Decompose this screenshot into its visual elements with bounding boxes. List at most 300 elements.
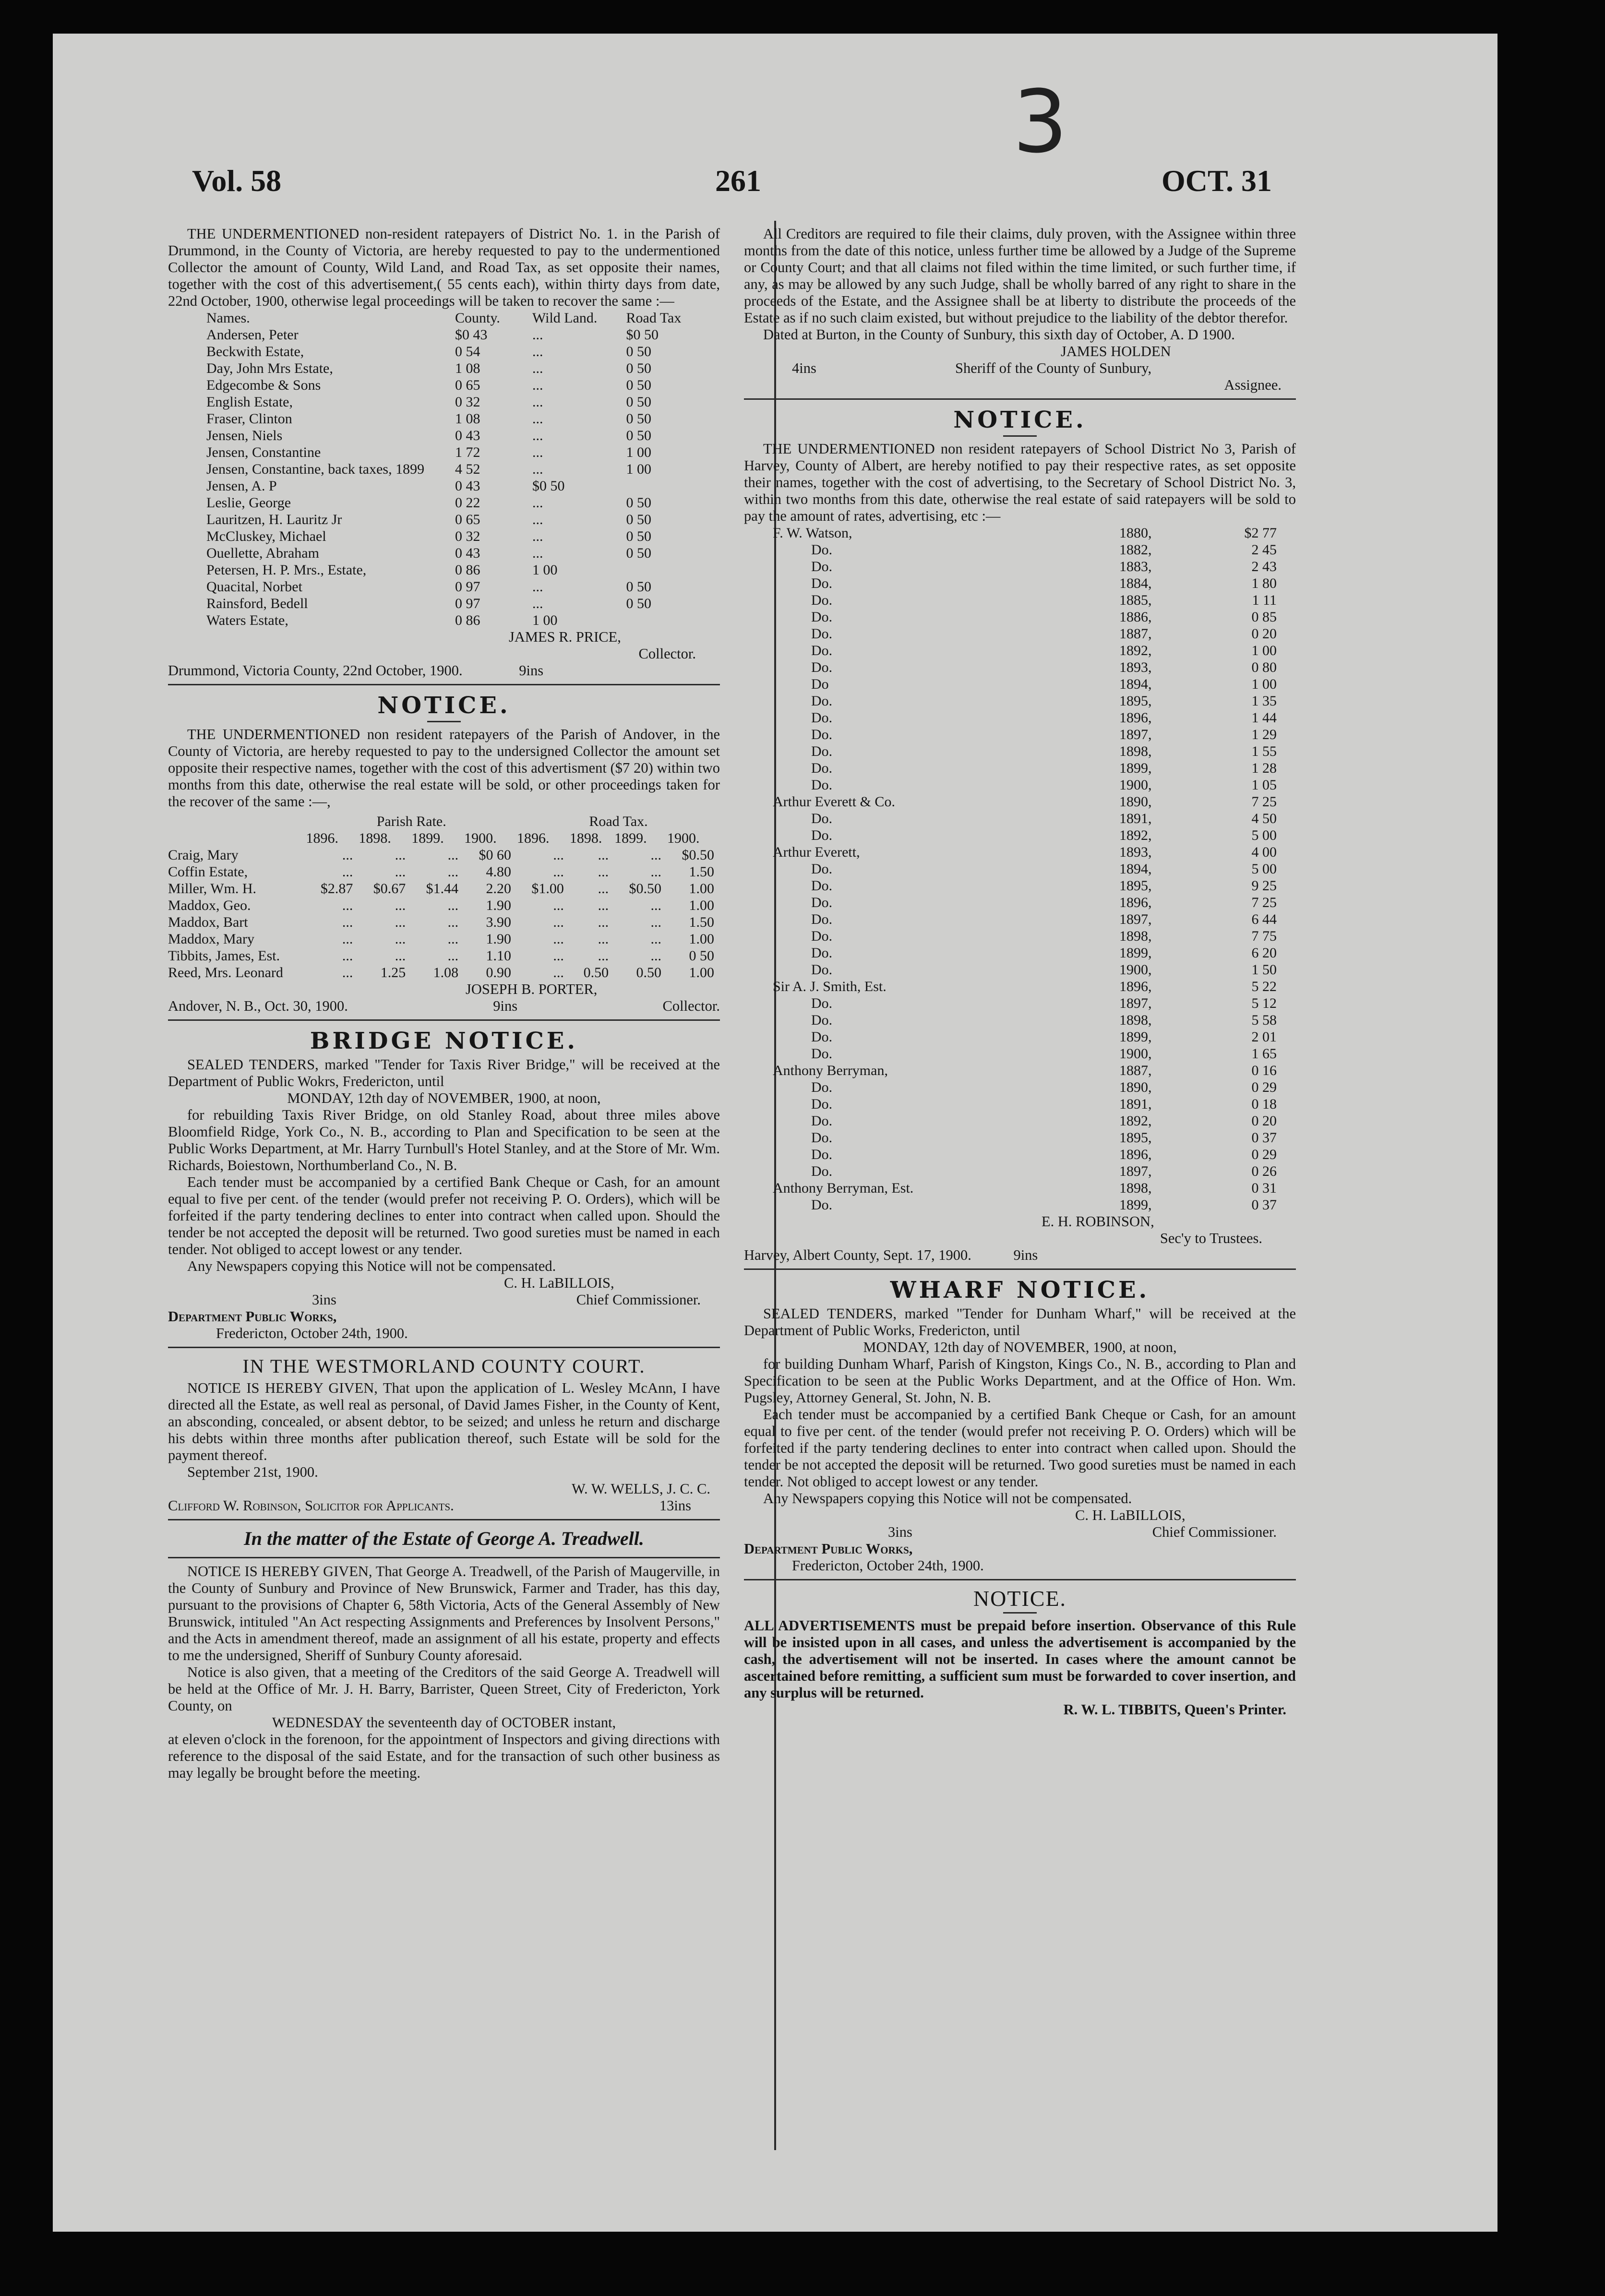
wild-land-tax: 1 00: [532, 562, 558, 578]
rate-value: 0.90: [486, 965, 511, 981]
heading-rule: [1003, 435, 1037, 437]
ratepayer-name: Maddox, Mary: [168, 931, 254, 947]
rate-amount: 7 25: [1251, 895, 1277, 910]
ratepayer-name: Jensen, Niels: [206, 428, 283, 443]
table-row: [168, 562, 720, 578]
andover-signer: JOSEPH B. PORTER,: [466, 981, 598, 997]
wild-land-tax: ...: [532, 394, 543, 410]
rate-year: 1898,: [1119, 928, 1152, 944]
divider: [168, 684, 720, 685]
treadwell-signer-title: Sheriff of the County of Sunbury,: [955, 360, 1152, 376]
rate-value: ...: [553, 897, 564, 913]
table-row: [744, 525, 1296, 541]
divider: [168, 1557, 720, 1558]
rate-value: $0 60: [479, 847, 511, 863]
rate-year: 1896,: [1119, 895, 1152, 910]
rate-year: 1900,: [1119, 777, 1152, 793]
rate-value: ...: [650, 914, 662, 930]
ratepayer-name: Leslie, George: [206, 495, 291, 511]
rate-amount: 6 44: [1251, 911, 1277, 927]
rate-year: 1892,: [1119, 643, 1152, 658]
rate-year: 1892,: [1119, 1113, 1152, 1129]
wild-land-tax: ...: [532, 344, 543, 359]
table-row: [744, 1045, 1296, 1062]
wild-land-tax: ...: [532, 495, 543, 511]
treadwell-signer: JAMES HOLDEN: [1061, 343, 1171, 359]
wild-land-tax: 1 00: [532, 612, 558, 628]
rate-year: 1896,: [1119, 710, 1152, 726]
table-row: [168, 511, 720, 528]
treadwell-date-line: WEDNESDAY the seventeenth day of OCTOBER instant,: [272, 1714, 616, 1731]
rate-value: ...: [447, 897, 459, 913]
rate-year: 1884,: [1119, 575, 1152, 591]
table-row: [744, 592, 1296, 609]
rate-year: 1894,: [1119, 676, 1152, 692]
wharf-signer-title: Chief Commissioner.: [1152, 1524, 1277, 1540]
rate-amount: 9 25: [1251, 878, 1277, 894]
treadwell-signer-line: [744, 360, 1296, 377]
rate-value: ...: [342, 847, 353, 863]
drummond-place: Drummond, Victoria County, 22nd October, 1900.: [168, 662, 463, 679]
rate-value: 1.25: [380, 965, 406, 981]
ratepayer-name: Ouellette, Abraham: [206, 545, 319, 561]
drummond-col-wildland: Wild Land.: [532, 310, 598, 326]
table-row: [744, 961, 1296, 978]
rate-year: 1895,: [1119, 693, 1152, 709]
left-column: [168, 226, 720, 1782]
ratepayer-name: Day, John Mrs Estate,: [206, 360, 333, 376]
westmorland-body: NOTICE IS HEREBY GIVEN, That upon the application of L. Wesley McAnn, I have directed all the Estate, as well real as personal, of David James Fisher, in the County of Kent, an absconding, concealed, or absent debtor, to be seized; and unless he return and discharge his debts within three months after publication thereof, such Estate will be sold for the payment thereof.: [168, 1380, 720, 1463]
ratepayer-name: Jensen, A. P: [206, 478, 277, 494]
year-header: 1900.: [464, 830, 497, 846]
county-tax: 0 86: [455, 612, 480, 628]
ratepayer-name: Arthur Everett,: [773, 844, 860, 860]
rate-value: 1.00: [689, 881, 714, 897]
table-row: [744, 709, 1296, 726]
divider: [168, 1347, 720, 1348]
rate-amount: 6 20: [1251, 945, 1277, 961]
drummond-place-date: [168, 662, 720, 679]
table-row: [168, 880, 720, 897]
road-tax: 0 50: [626, 512, 651, 527]
ratepayer-name: Waters Estate,: [206, 612, 288, 628]
rate-year: 1899,: [1119, 1197, 1152, 1213]
table-row: [168, 444, 720, 461]
drummond-rows: [168, 326, 720, 629]
rate-amount: 1 35: [1251, 693, 1277, 709]
rate-amount: 0 16: [1251, 1063, 1277, 1078]
table-row: [744, 1146, 1296, 1163]
bridge-signer-title: Chief Commissioner.: [576, 1292, 701, 1308]
treadwell-heading: In the matter of the Estate of George A. Treadwell.: [244, 1528, 644, 1549]
ratepayer-name: Do.: [811, 1046, 833, 1062]
rate-value: 0.50: [583, 965, 609, 981]
ratepayer-name: Miller, Wm. H.: [168, 881, 257, 897]
road-tax: 0 50: [626, 411, 651, 427]
rate-year: 1887,: [1119, 626, 1152, 642]
rate-amount: 1 05: [1251, 777, 1277, 793]
year-header: 1899.: [411, 830, 444, 846]
heading-rule: [1003, 1612, 1037, 1614]
ratepayer-name: Sir A. J. Smith, Est.: [773, 979, 886, 994]
table-row: [168, 897, 720, 914]
ratepayer-name: Do.: [811, 811, 833, 826]
rate-value: 0 50: [689, 948, 714, 964]
table-row: [744, 978, 1296, 995]
ratepayer-name: Do.: [811, 1029, 833, 1045]
county-tax: 1 08: [455, 360, 480, 376]
county-tax: 0 54: [455, 344, 480, 359]
right-column: [744, 226, 1296, 1718]
table-row: [744, 827, 1296, 844]
ratepayer-name: Do.: [811, 995, 833, 1011]
rate-amount: 0 20: [1251, 1113, 1277, 1129]
drummond-intro: THE UNDERMENTIONED non-resident ratepayers of District No. 1. in the Parish of Drummond, in the County of Victoria, are hereby requested to pay to the undermentioned Collector the amount of County, Wild Land, and Road Tax, as set opposite their names, together with the cost of this advertisement,( 55 cents each), within thirty days from date, 22nd October, 1900, otherwise legal proceedings will be taken to recover the same :—: [168, 226, 720, 309]
rate-amount: 0 80: [1251, 659, 1277, 675]
table-row: [744, 676, 1296, 693]
divider: [744, 1579, 1296, 1580]
rate-amount: 5 12: [1251, 995, 1277, 1011]
rate-year: 1883,: [1119, 559, 1152, 574]
divider: [168, 1019, 720, 1021]
rate-value: ...: [395, 914, 406, 930]
treadwell-insertions: 4ins: [792, 360, 816, 376]
treadwell-p5: Dated at Burton, in the County of Sunbury, this sixth day of October, A. D 1900.: [763, 326, 1235, 343]
ratepayer-name: Do.: [811, 727, 833, 742]
rate-year: 1890,: [1119, 794, 1152, 810]
bridge-dept: Department Public Works,: [168, 1308, 337, 1325]
wild-land-tax: ...: [532, 545, 543, 561]
treadwell-p3: at eleven o'clock in the forenoon, for the appointment of Inspectors and giving directions with reference to the disposal of the said Estate, and for the transaction of such other business as may legally be brought before the meeting.: [168, 1731, 720, 1781]
rate-amount: 1 00: [1251, 643, 1277, 658]
rate-amount: 1 55: [1251, 743, 1277, 759]
treadwell-p4: All Creditors are required to file their claims, duly proven, with the Assignee within three months from the date of this notice, unless further time be allowed by a Judge of the Supreme or County Court; and that all claims not filed within the time limited, or such further time, if any, as may be allowed by any such Judge, shall be wholly barred of any right to share in the proceeds of the Estate, and the Assignee shall be at liberty to distribute the proceeds of the Estate as if no such claim existed, but without prejudice to the liability of the debtor therefor.: [744, 226, 1296, 326]
rate-year: 1897,: [1119, 1163, 1152, 1179]
table-row: [744, 861, 1296, 877]
county-tax: 4 52: [455, 461, 480, 477]
table-row: [744, 911, 1296, 928]
ratepayer-name: Do.: [811, 945, 833, 961]
ratepayer-name: Do.: [811, 626, 833, 642]
rate-year: 1892,: [1119, 827, 1152, 843]
table-row: [168, 947, 720, 964]
harvey-place-date: [744, 1247, 1296, 1264]
county-tax: 1 08: [455, 411, 480, 427]
ratepayer-name: Do.: [811, 861, 833, 877]
table-row: [168, 595, 720, 612]
ratepayer-name: Do.: [811, 760, 833, 776]
table-row: [744, 995, 1296, 1012]
wild-land-tax: ...: [532, 461, 543, 477]
wild-land-tax: ...: [532, 596, 543, 611]
heading-rule: [427, 721, 461, 722]
page-number: 261: [715, 164, 761, 198]
ratepayer-name: English Estate,: [206, 394, 293, 410]
rate-value: ...: [342, 897, 353, 913]
table-row: [168, 343, 720, 360]
table-row: [744, 1079, 1296, 1096]
county-tax: 0 97: [455, 579, 480, 595]
table-row: [168, 478, 720, 494]
road-tax: $0 50: [626, 327, 659, 343]
rate-amount: 0 37: [1251, 1130, 1277, 1146]
year-header: 1900.: [667, 830, 700, 846]
ratepayer-name: Do.: [811, 1147, 833, 1162]
rate-value: 3.90: [486, 914, 511, 930]
rate-year: 1897,: [1119, 727, 1152, 742]
rate-value: $0.50: [629, 881, 662, 897]
table-row: [168, 545, 720, 562]
westmorland-insertions: 13ins: [659, 1497, 691, 1514]
rate-year: 1895,: [1119, 878, 1152, 894]
rate-value: ...: [598, 914, 609, 930]
table-row: [168, 377, 720, 394]
rate-year: 1885,: [1119, 592, 1152, 608]
road-tax: 0 50: [626, 360, 651, 376]
table-row: [168, 914, 720, 931]
ratepayer-name: Do.: [811, 962, 833, 978]
ratepayer-name: Do.: [811, 575, 833, 591]
rate-value: $0.50: [682, 847, 714, 863]
ratepayer-name: Do.: [811, 1096, 833, 1112]
ratepayer-name: Do.: [811, 643, 833, 658]
rate-amount: 0 37: [1251, 1197, 1277, 1213]
wharf-dept: Department Public Works,: [744, 1541, 913, 1557]
ratepayer-name: Quacital, Norbet: [206, 579, 302, 595]
andover-rows: [168, 847, 720, 981]
rate-value: $1.44: [426, 881, 459, 897]
table-row: [744, 625, 1296, 642]
bridge-insertions: 3ins: [312, 1292, 336, 1308]
harvey-heading: NOTICE.: [953, 407, 1087, 433]
ratepayer-name: Do.: [811, 1012, 833, 1028]
table-row: [744, 1096, 1296, 1112]
ratepayer-name: McCluskey, Michael: [206, 528, 326, 544]
table-row: [744, 1112, 1296, 1129]
table-row: [744, 659, 1296, 676]
table-row: [168, 578, 720, 595]
table-row: [168, 410, 720, 427]
rate-value: 1.10: [486, 948, 511, 964]
table-row: [744, 1012, 1296, 1028]
table-row: [168, 494, 720, 511]
rate-year: 1891,: [1119, 811, 1152, 826]
table-row: [744, 844, 1296, 861]
table-row: [744, 1129, 1296, 1146]
rate-year: 1891,: [1119, 1096, 1152, 1112]
ratepayer-name: Do: [811, 676, 829, 692]
bridge-p3: Each tender must be accompanied by a certified Bank Cheque or Cash, for an amount equal to five per cent. of the tender (would prefer not receiving P. O. Orders), which will be forfeited if the party tendering declines to enter into contract when called upon. Should the tender be not accepted the deposit will be returned. Two good sureties must be named in each tender. Not obliged to accept lowest or any tender.: [168, 1174, 720, 1257]
rate-amount: $2 77: [1244, 525, 1277, 541]
county-tax: 0 32: [455, 528, 480, 544]
divider: [168, 1519, 720, 1520]
rate-value: ...: [395, 931, 406, 947]
rate-value: ...: [342, 931, 353, 947]
issue-date: OCT. 31: [1162, 164, 1272, 198]
wild-land-tax: ...: [532, 428, 543, 443]
road-tax: 0 50: [626, 545, 651, 561]
county-tax: 0 43: [455, 478, 480, 494]
andover-signer-title: Collector.: [662, 998, 720, 1014]
rate-year: 1886,: [1119, 609, 1152, 625]
ratepayer-name: Arthur Everett & Co.: [773, 794, 895, 810]
andover-group-parish: Parish Rate.: [376, 813, 446, 829]
rate-amount: 5 22: [1251, 979, 1277, 994]
treadwell-continued: [744, 226, 1296, 394]
ratepayer-name: Do.: [811, 659, 833, 675]
table-row: [744, 642, 1296, 659]
treadwell-notice: [168, 1525, 720, 1782]
road-tax: 0 50: [626, 495, 651, 511]
rate-value: ...: [447, 948, 459, 964]
rate-value: 1.00: [689, 965, 714, 981]
wharf-date-line: MONDAY, 12th day of NOVEMBER, 1900, at noon,: [863, 1339, 1177, 1355]
wild-land-tax: ...: [532, 528, 543, 544]
road-tax: 0 50: [626, 344, 651, 359]
ratepayer-name: Do.: [811, 592, 833, 608]
rate-value: ...: [395, 897, 406, 913]
rate-value: 1.90: [486, 931, 511, 947]
rate-value: 0.50: [636, 965, 662, 981]
rate-year: 1897,: [1119, 911, 1152, 927]
wharf-p4: Any Newspapers copying this Notice will not be compensated.: [763, 1490, 1132, 1507]
divider: [744, 1268, 1296, 1270]
table-row: [744, 609, 1296, 625]
county-tax: 0 43: [455, 545, 480, 561]
rate-year: 1895,: [1119, 1130, 1152, 1146]
westmorland-date: September 21st, 1900.: [187, 1464, 318, 1480]
wharf-p3: Each tender must be accompanied by a certified Bank Cheque or Cash, for an amount equal to five per cent. of the tender (would prefer not receiving P. O. Orders) which will be forfeited if the party tendering declines to enter into contract when called upon. Should the tender be not accepted the deposit will be returned. Two good sureties must be named in each tender. Not obliged to accept lowest or any tender.: [744, 1406, 1296, 1490]
table-row: [744, 777, 1296, 793]
rate-value: ...: [598, 881, 609, 897]
ratepayer-name: Petersen, H. P. Mrs., Estate,: [206, 562, 367, 578]
table-row: [744, 793, 1296, 810]
table-row: [744, 1180, 1296, 1196]
rate-value: ...: [342, 965, 353, 981]
rate-amount: 2 01: [1251, 1029, 1277, 1045]
ratepayer-name: Do.: [811, 878, 833, 894]
rate-value: ...: [553, 914, 564, 930]
ratepayer-name: Do.: [811, 693, 833, 709]
rate-value: ...: [598, 948, 609, 964]
wharf-heading: WHARF NOTICE.: [890, 1277, 1150, 1303]
rate-value: ...: [395, 847, 406, 863]
rate-value: ...: [395, 948, 406, 964]
ratepayer-name: Anthony Berryman,: [773, 1063, 888, 1078]
rate-value: ...: [650, 948, 662, 964]
westmorland-heading: IN THE WESTMORLAND COUNTY COURT.: [242, 1355, 646, 1377]
ratepayer-name: Tibbits, James, Est.: [168, 948, 280, 964]
rate-value: ...: [447, 914, 459, 930]
treadwell-p2: Notice is also given, that a meeting of the Creditors of the said George A. Treadwell will be held at the Office of Mr. J. H. Barry, Barrister, Queen Street, City of Fredericton, York County, on: [168, 1664, 720, 1714]
ratepayer-name: Do.: [811, 1130, 833, 1146]
rate-value: ...: [553, 847, 564, 863]
table-row: [744, 928, 1296, 945]
table-row: [168, 931, 720, 947]
rate-value: ...: [447, 864, 459, 880]
ratepayer-name: Do.: [811, 1163, 833, 1179]
table-row: [744, 894, 1296, 911]
rate-year: 1896,: [1119, 979, 1152, 994]
rate-amount: 1 65: [1251, 1046, 1277, 1062]
table-row: [168, 326, 720, 343]
rate-amount: 4 00: [1251, 844, 1277, 860]
drummond-col-county: County.: [455, 310, 500, 326]
wild-land-tax: $0 50: [532, 478, 565, 494]
ratepayer-name: F. W. Watson,: [773, 525, 852, 541]
county-tax: 0 86: [455, 562, 480, 578]
rate-value: ...: [650, 847, 662, 863]
rate-amount: 0 29: [1251, 1147, 1277, 1162]
bridge-p1: SEALED TENDERS, marked "Tender for Taxis River Bridge," will be received at the Department of Public Wokrs, Fredericton, until: [168, 1056, 720, 1089]
rate-value: ...: [650, 931, 662, 947]
ratepayer-name: Craig, Mary: [168, 847, 239, 863]
county-tax: $0 43: [455, 327, 488, 343]
table-row: [168, 461, 720, 478]
rate-year: 1899,: [1119, 945, 1152, 961]
bridge-dept-date: Fredericton, October 24th, 1900.: [216, 1325, 408, 1341]
drummond-col-names: Names.: [206, 310, 250, 326]
rate-amount: 7 75: [1251, 928, 1277, 944]
rate-year: 1893,: [1119, 844, 1152, 860]
ratepayer-name: Do.: [811, 743, 833, 759]
ratepayer-name: Do.: [811, 1113, 833, 1129]
andover-intro: THE UNDERMENTIONED non resident ratepayers of the Parish of Andover, in the County of Victoria, are hereby requested to pay to the undersigned Collector the amount set opposite their respective names, together with the cost of this advertisment ($7 20) within two months from this date, otherwise the real estate will be sold, or other proceedings taken for the recover of the same :—,: [168, 726, 720, 810]
bridge-p4: Any Newspapers copying this Notice will not be compensated.: [187, 1258, 556, 1274]
table-row: [168, 612, 720, 629]
rate-year: 1898,: [1119, 1012, 1152, 1028]
wild-land-tax: ...: [532, 444, 543, 460]
table-row: [744, 1062, 1296, 1079]
table-row: [744, 541, 1296, 558]
andover-group-road: Road Tax.: [589, 813, 648, 829]
rate-value: ...: [650, 897, 662, 913]
table-row: [168, 964, 720, 981]
road-tax: 0 50: [626, 596, 651, 611]
road-tax: 0 50: [626, 428, 651, 443]
ratepayer-name: Do.: [811, 827, 833, 843]
rate-amount: 1 50: [1251, 962, 1277, 978]
wharf-signer: C. H. LaBILLOIS,: [1075, 1507, 1186, 1523]
rate-amount: 1 28: [1251, 760, 1277, 776]
county-tax: 0 43: [455, 428, 480, 443]
rate-value: $0.67: [373, 881, 406, 897]
andover-insertions: 9ins: [493, 998, 518, 1014]
drummond-col-roadtax: Road Tax: [626, 310, 682, 326]
rate-year: 1900,: [1119, 1046, 1152, 1062]
ratepayer-name: Do.: [811, 911, 833, 927]
final-signer: R. W. L. TIBBITS, Queen's Printer.: [1063, 1701, 1286, 1718]
ratepayer-name: Rainsford, Bedell: [206, 596, 308, 611]
wharf-signer-line: [744, 1524, 1296, 1541]
rate-value: 2.20: [486, 881, 511, 897]
table-row: [168, 427, 720, 444]
ratepayer-name: Do.: [811, 1079, 833, 1095]
rate-year: 1893,: [1119, 659, 1152, 675]
rate-amount: 1 00: [1251, 676, 1277, 692]
andover-table: [168, 813, 720, 981]
rate-amount: 1 80: [1251, 575, 1277, 591]
table-row: [744, 760, 1296, 777]
wharf-insertions: 3ins: [888, 1524, 912, 1540]
final-body: ALL ADVERTISEMENTS must be prepaid before insertion. Observance of this Rule will be insisted upon in all cases, and unless the advertisement is accompanied by the cash, the advertisement will not be inserted. In cases where the amount cannot be ascertained before remitting, a sufficient sum must be forwarded to cover insertion, and any surplus will be returned.: [744, 1617, 1296, 1701]
table-row: [744, 1028, 1296, 1045]
rate-value: 4.80: [486, 864, 511, 880]
bridge-p2: for rebuilding Taxis River Bridge, on old Stanley Road, about three miles above Bloomfield Ridge, York Co., N. B., according to Plan and Specification to be seen at the Public Works Department, at Mr. Harry Turnbull's Hotel Stanley, and at the Store of Mr. Wm. Richards, Boiestown, Northumberland Co., N. B.: [168, 1107, 720, 1173]
county-tax: 0 65: [455, 377, 480, 393]
ratepayer-name: Do.: [811, 928, 833, 944]
wharf-p2: for building Dunham Wharf, Parish of Kingston, Kings Co., N. B., according to Plan and Specification to be seen at the Public Works Department, and at the Office of Hon. Wm. Pugsley, Attorney General, St. John, N. B.: [744, 1356, 1296, 1406]
